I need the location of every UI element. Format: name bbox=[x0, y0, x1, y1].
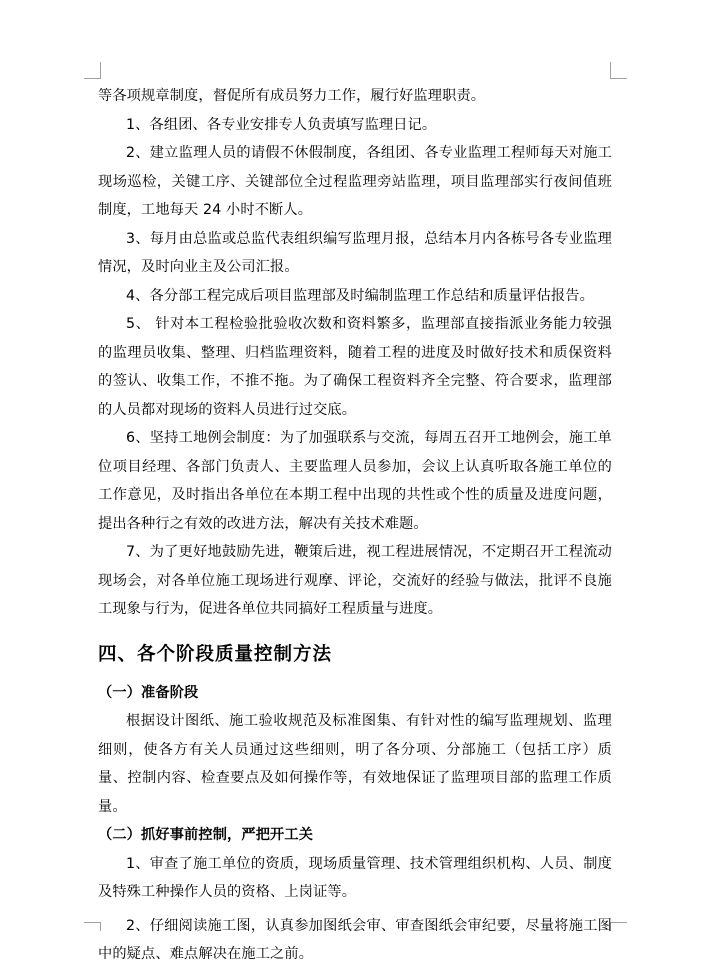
subsection-heading-2: （二）抓好事前控制，严把开工关 bbox=[98, 827, 314, 843]
subsection-1-body: 根据设计图纸、施工验收规范及标准图集、有针对性的编写监理规划、监理细则，使各方有关人员通过这些细则，明了各分项、分部施工（包括工序）质量、控制内容、检查要点及如何操作等，有效地保证了监理项目部的监理工作质量。 bbox=[98, 713, 612, 815]
paragraph-continuation: 等各项规章制度，督促所有成员努力工作，履行好监理职责。 bbox=[98, 88, 486, 104]
corner-mark-top-right bbox=[610, 62, 627, 79]
paragraph-item-6: 6、坚持工地例会制度：为了加强联系与交流，每周五召开工地例会，施工单位项目经理、各部门负责人、主要监理人员参加，会议上认真听取各施工单位的工作意见，及时指出各单位在本期工程中出现的共性或个性的质量及进度问题，提出各种行之有效的改进方法，解决有关技术难题。 bbox=[98, 430, 612, 532]
subsection-2-item-1: 1、审查了施工单位的资质，现场质量管理、技术管理组织机构、人员、制度及特殊工种操作人员的资格、上岗证等。 bbox=[98, 855, 612, 900]
subsection-2-item-2: 2、仔细阅读施工图，认真参加图纸会审、审查图纸会审纪要，尽量将施工图中的疑点、难点解决在施工之前。 bbox=[98, 917, 612, 962]
paragraph-item-3: 3、每月由总监或总监代表组织编写监理月报，总结本月内各栋号各专业监理情况，及时向业主及公司汇报。 bbox=[98, 230, 612, 275]
paragraph-item-2: 2、建立监理人员的请假不休假制度，各组团、各专业监理工程师每天对施工现场巡检，关键工序、关键部位全过程监理旁站监理，项目监理部实行夜间值班制度，工地每天 24 小时不断人。 bbox=[98, 145, 612, 218]
paragraph-item-5: 5、 针对本工程检验批验收次数和资料繁多，监理部直接指派业务能力较强的监理员收集、整理、归档监理资料，随着工程的进度及时做好技术和质保资料的签认、收集工作，不推不拖。为了确保工程资料齐全完整、符合要求，监理部的人员都对现场的资料人员进行过交底。 bbox=[98, 316, 612, 418]
subsection-heading-1: （一）准备阶段 bbox=[98, 684, 199, 701]
paragraph-item-1: 1、各组团、各专业安排专人负责填写监理日记。 bbox=[126, 116, 437, 133]
corner-mark-top-left bbox=[84, 62, 101, 79]
paragraph-item-7: 7、为了更好地鼓励先进，鞭策后进，视工程进展情况，不定期召开工程流动现场会，对各单位施工现场进行观摩、评论，交流好的经验与做法，批评不良施工现象与行为，促进各单位共同搞好工程质量与进度。 bbox=[98, 544, 612, 617]
section-heading: 四、各个阶段质量控制方法 bbox=[98, 643, 333, 665]
document-page bbox=[98, 82, 612, 969]
paragraph-item-4: 4、各分部工程完成后项目监理部及时编制监理工作总结和质量评估报告。 bbox=[126, 287, 594, 304]
